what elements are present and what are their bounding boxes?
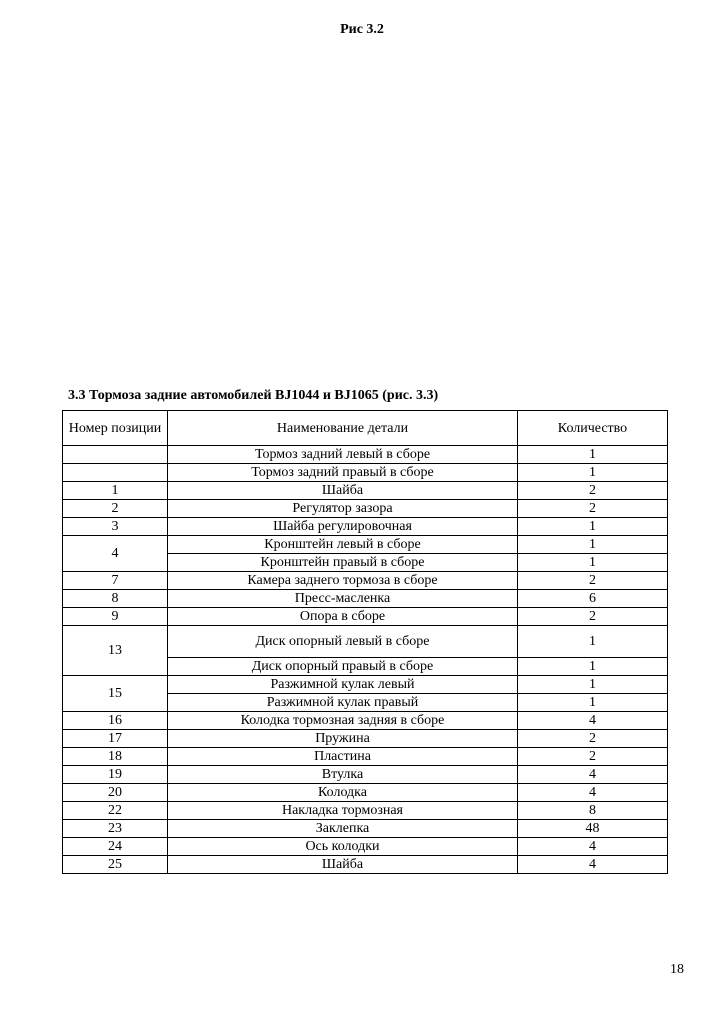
position-cell: 25: [63, 856, 168, 874]
table-row: [63, 464, 668, 482]
header-name: Наименование детали: [168, 411, 518, 446]
position-cell: 18: [63, 748, 168, 766]
position-cell: 7: [63, 572, 168, 590]
quantity-cell: 1: [518, 518, 668, 536]
name-cell: Кронштейн левый в сборе: [168, 536, 518, 554]
quantity-cell: 1: [518, 626, 668, 658]
name-cell: Пружина: [168, 730, 518, 748]
parts-table: [62, 410, 668, 874]
table-row: [63, 536, 668, 554]
table-row: [63, 820, 668, 838]
position-cell: 3: [63, 518, 168, 536]
name-cell: Втулка: [168, 766, 518, 784]
table-row: [63, 784, 668, 802]
table-row: [63, 446, 668, 464]
name-cell: Заклепка: [168, 820, 518, 838]
quantity-cell: 2: [518, 482, 668, 500]
name-cell: Колодка: [168, 784, 518, 802]
position-cell: 9: [63, 608, 168, 626]
position-cell: 24: [63, 838, 168, 856]
quantity-cell: 2: [518, 608, 668, 626]
name-cell: Кронштейн правый в сборе: [168, 554, 518, 572]
quantity-cell: 2: [518, 572, 668, 590]
table-row: [63, 766, 668, 784]
position-cell: 2: [63, 500, 168, 518]
figure-area: [62, 45, 662, 375]
table-row: [63, 838, 668, 856]
name-cell: Пластина: [168, 748, 518, 766]
table-row: [63, 590, 668, 608]
quantity-cell: 1: [518, 464, 668, 482]
name-cell: Накладка тормозная: [168, 802, 518, 820]
quantity-cell: 1: [518, 694, 668, 712]
quantity-cell: 1: [518, 536, 668, 554]
name-cell: Разжимной кулак левый: [168, 676, 518, 694]
quantity-cell: 2: [518, 748, 668, 766]
table-row: [63, 712, 668, 730]
name-cell: Тормоз задний левый в сборе: [168, 446, 518, 464]
quantity-cell: 6: [518, 590, 668, 608]
position-cell: 8: [63, 590, 168, 608]
position-cell: 17: [63, 730, 168, 748]
header-position: Номер позиции: [63, 411, 168, 446]
position-cell: 19: [63, 766, 168, 784]
section-title: 3.3 Тормоза задние автомобилей BJ1044 и BJ1065 (рис. 3.3): [68, 388, 439, 403]
position-cell: 13: [63, 626, 168, 676]
name-cell: Опора в сборе: [168, 608, 518, 626]
name-cell: Диск опорный правый в сборе: [168, 658, 518, 676]
quantity-cell: 4: [518, 712, 668, 730]
table-row: [63, 482, 668, 500]
name-cell: Ось колодки: [168, 838, 518, 856]
table-row: [63, 500, 668, 518]
position-cell: 1: [63, 482, 168, 500]
table-row: [63, 856, 668, 874]
table-row: [63, 730, 668, 748]
table-row: [63, 626, 668, 658]
quantity-cell: 1: [518, 658, 668, 676]
quantity-cell: 8: [518, 802, 668, 820]
name-cell: Камера заднего тормоза в сборе: [168, 572, 518, 590]
page-number: 18: [670, 962, 684, 977]
quantity-cell: 1: [518, 446, 668, 464]
table-row: [63, 518, 668, 536]
quantity-cell: 48: [518, 820, 668, 838]
position-cell: [63, 464, 168, 482]
quantity-cell: 2: [518, 500, 668, 518]
quantity-cell: 4: [518, 838, 668, 856]
position-cell: 22: [63, 802, 168, 820]
name-cell: Регулятор зазора: [168, 500, 518, 518]
position-cell: 15: [63, 676, 168, 712]
position-cell: 16: [63, 712, 168, 730]
table-row: [63, 676, 668, 694]
name-cell: Шайба регулировочная: [168, 518, 518, 536]
position-cell: 23: [63, 820, 168, 838]
quantity-cell: 1: [518, 676, 668, 694]
table-row: [63, 748, 668, 766]
figure-caption: Рис 3.2: [340, 22, 384, 37]
position-cell: 4: [63, 536, 168, 572]
position-cell: [63, 446, 168, 464]
quantity-cell: 2: [518, 730, 668, 748]
table-row: [63, 572, 668, 590]
quantity-cell: 4: [518, 856, 668, 874]
name-cell: Колодка тормозная задняя в сборе: [168, 712, 518, 730]
name-cell: Шайба: [168, 856, 518, 874]
quantity-cell: 4: [518, 766, 668, 784]
name-cell: Шайба: [168, 482, 518, 500]
name-cell: Диск опорный левый в сборе: [168, 626, 518, 658]
quantity-cell: 1: [518, 554, 668, 572]
name-cell: Пресс-масленка: [168, 590, 518, 608]
quantity-cell: 4: [518, 784, 668, 802]
name-cell: Разжимной кулак правый: [168, 694, 518, 712]
position-cell: 20: [63, 784, 168, 802]
table-header-row: [63, 411, 668, 446]
header-quantity: Количество: [518, 411, 668, 446]
name-cell: Тормоз задний правый в сборе: [168, 464, 518, 482]
table-row: [63, 802, 668, 820]
table-row: [63, 608, 668, 626]
